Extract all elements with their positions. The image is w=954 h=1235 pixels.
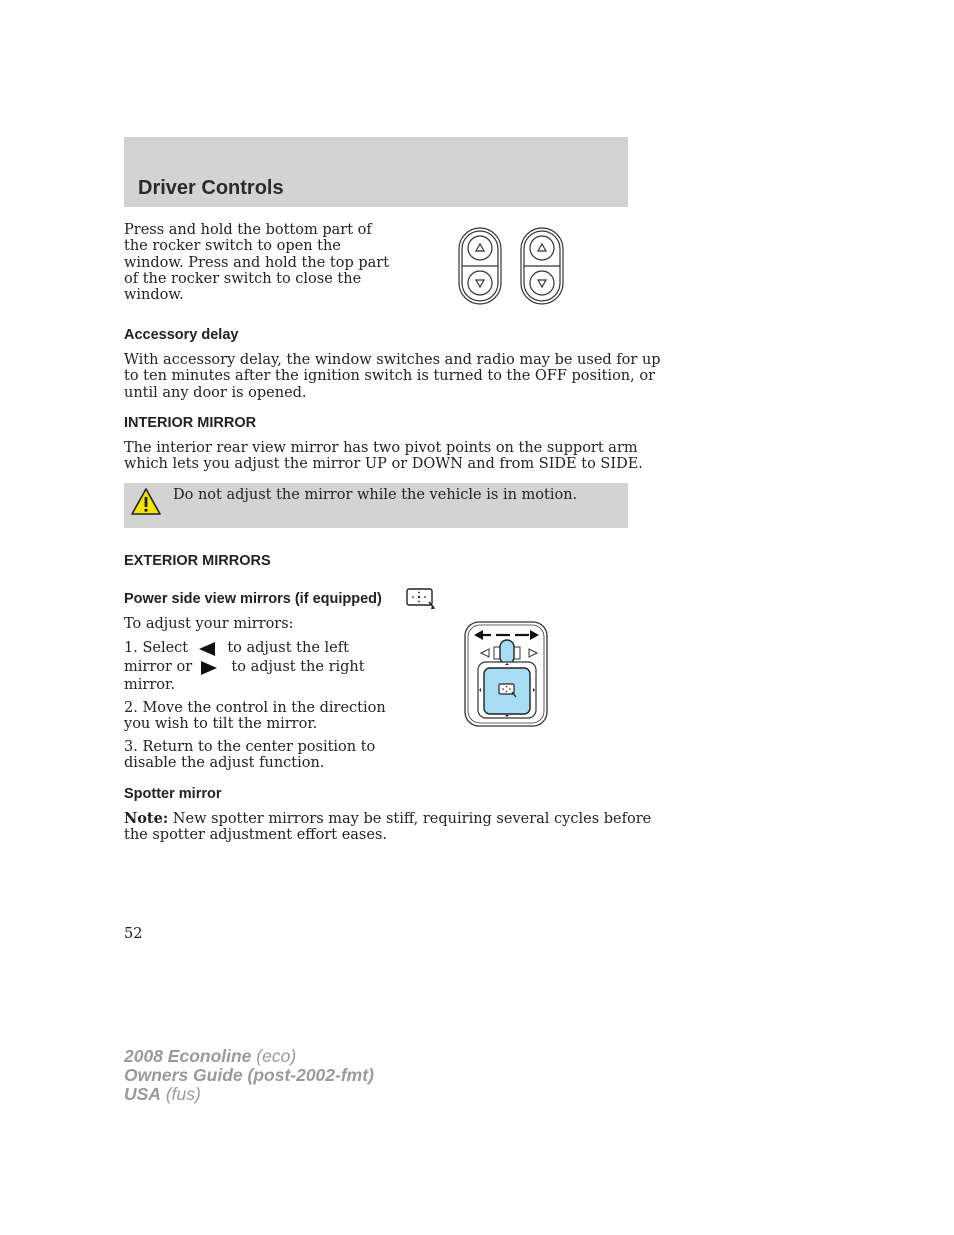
text-line: the rocker switch to open the bbox=[124, 238, 341, 255]
step-1-line-3: mirror. bbox=[124, 677, 175, 693]
accessory-delay-heading: Accessory delay bbox=[124, 327, 239, 343]
text-line bbox=[124, 811, 651, 827]
step-1-text: to adjust the right bbox=[231, 659, 365, 675]
footer-guide: Owners Guide (post-2002-fmt) bbox=[124, 1065, 374, 1085]
right-triangle-icon bbox=[199, 660, 219, 676]
step-1-text: 1. Select bbox=[124, 640, 189, 656]
warning-text: Do not adjust the mirror while the vehicle is in motion. bbox=[173, 487, 578, 503]
left-triangle-icon bbox=[197, 641, 217, 657]
mirror-adjust-icon bbox=[406, 588, 436, 610]
footer-line bbox=[124, 1085, 374, 1104]
window-switches-illustration bbox=[455, 226, 570, 306]
text-line: to ten minutes after the ignition switch is turned to the OFF position, or bbox=[124, 368, 656, 385]
exterior-mirrors-heading: EXTERIOR MIRRORS bbox=[124, 553, 271, 569]
text-line: disable the adjust function. bbox=[124, 755, 325, 772]
text-line: With accessory delay, the window switches and radio may be used for up bbox=[124, 352, 661, 368]
mirror-control-illustration bbox=[463, 620, 551, 730]
text-line: which lets you adjust the mirror UP or DOWN and from SIDE to SIDE. bbox=[124, 456, 643, 473]
accessory-delay-text bbox=[124, 352, 661, 401]
note-text: New spotter mirrors may be stiff, requiring several cycles before bbox=[168, 811, 652, 827]
step-2 bbox=[124, 700, 386, 733]
spotter-mirror-heading: Spotter mirror bbox=[124, 786, 222, 802]
interior-mirror-text bbox=[124, 440, 643, 473]
footer-model-code: (eco) bbox=[251, 1046, 297, 1066]
power-mirrors-subheading: Power side view mirrors (if equipped) bbox=[124, 591, 382, 607]
step-1-text: mirror or bbox=[124, 659, 193, 675]
step-1-line-2 bbox=[124, 659, 365, 675]
warning-icon bbox=[130, 487, 162, 517]
mirror-selector-knob bbox=[500, 640, 514, 664]
document-footer bbox=[124, 1047, 374, 1104]
text-line: window. bbox=[124, 287, 184, 304]
step-1-text: to adjust the left bbox=[227, 640, 349, 656]
footer-model: 2008 Econoline bbox=[124, 1046, 252, 1066]
text-line: 3. Return to the center position to bbox=[124, 739, 376, 755]
left-window-rocker-switch bbox=[459, 228, 501, 304]
text-line: until any door is opened. bbox=[124, 384, 307, 401]
footer-region: USA bbox=[124, 1084, 161, 1104]
section-title: Driver Controls bbox=[138, 177, 284, 199]
step-1-line-1 bbox=[124, 640, 349, 656]
interior-mirror-heading: INTERIOR MIRROR bbox=[124, 415, 257, 431]
text-line: window. Press and hold the top part bbox=[124, 254, 390, 271]
right-window-rocker-switch bbox=[521, 228, 563, 304]
text-line: of the rocker switch to close the bbox=[124, 270, 362, 287]
page-number: 52 bbox=[124, 926, 143, 942]
step-3 bbox=[124, 739, 375, 772]
text-line: 2. Move the control in the direction bbox=[124, 700, 386, 716]
adjust-intro: To adjust your mirrors: bbox=[124, 616, 294, 632]
footer-region-code: (fus) bbox=[160, 1084, 201, 1104]
spotter-note bbox=[124, 811, 651, 844]
footer-line bbox=[124, 1047, 374, 1066]
text-line: Press and hold the bottom part of bbox=[124, 222, 372, 238]
text-line: you wish to tilt the mirror. bbox=[124, 716, 318, 733]
note-label: Note: bbox=[124, 810, 169, 827]
window-switch-text bbox=[124, 222, 389, 303]
text-line: the spotter adjustment effort eases. bbox=[124, 827, 387, 844]
text-line: The interior rear view mirror has two pivot points on the support arm bbox=[124, 440, 638, 456]
